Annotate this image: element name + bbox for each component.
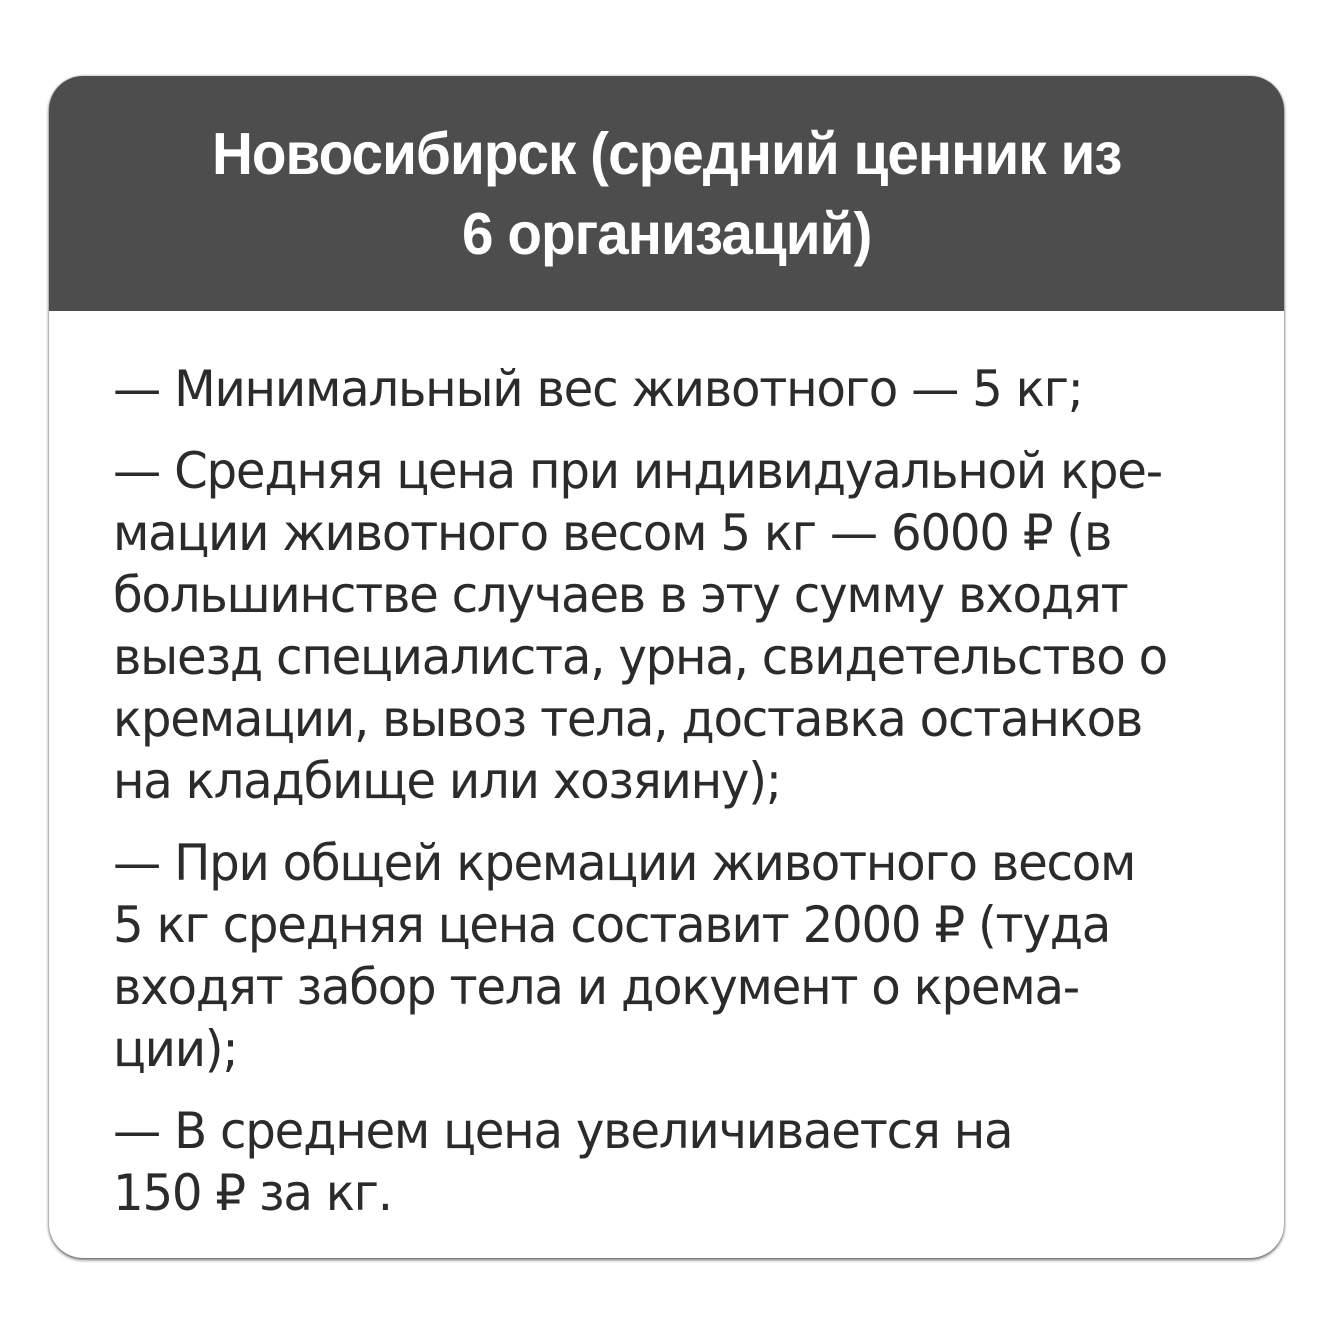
paragraph-line: большинстве случаев в эту сумму входят [113, 566, 1128, 624]
card-title-line-1: Новосибирск (средний ценник из [211, 120, 1122, 187]
paragraph-min-weight [113, 358, 1203, 420]
paragraph-line: — Средняя цена при индивидуальной кре- [113, 442, 1162, 500]
paragraph-general-cremation [113, 832, 1203, 1080]
paragraph-line: выезд специалиста, урна, свидетельство о [113, 628, 1167, 686]
paragraph-line: на кладбище или хозяину); [113, 752, 781, 810]
paragraph-line: входят забор тела и документ о крема- [113, 958, 1079, 1016]
paragraph-line: кремации, вывоз тела, доставка останков [113, 690, 1143, 748]
card-body [113, 358, 1243, 1244]
paragraph-individual-cremation [113, 440, 1203, 812]
paragraph-line: ции); [113, 1020, 238, 1078]
card-header [49, 76, 1284, 311]
info-card [49, 76, 1284, 1258]
paragraph-line: 5 кг средняя цена составит 2000 ₽ (туда [113, 896, 1111, 954]
card-title [173, 114, 1159, 274]
paragraph-price-per-kg [113, 1100, 1203, 1224]
card-title-line-2: 6 организаций) [461, 200, 872, 267]
paragraph-line: — Минимальный вес животного — 5 кг; [113, 360, 1083, 418]
paragraph-line: — При общей кремации животного весом [113, 834, 1136, 892]
paragraph-line: — В среднем цена увеличивается на [113, 1102, 1013, 1160]
paragraph-line: мации животного весом 5 кг — 6000 ₽ (в [113, 504, 1112, 562]
paragraph-line: 150 ₽ за кг. [113, 1164, 392, 1222]
